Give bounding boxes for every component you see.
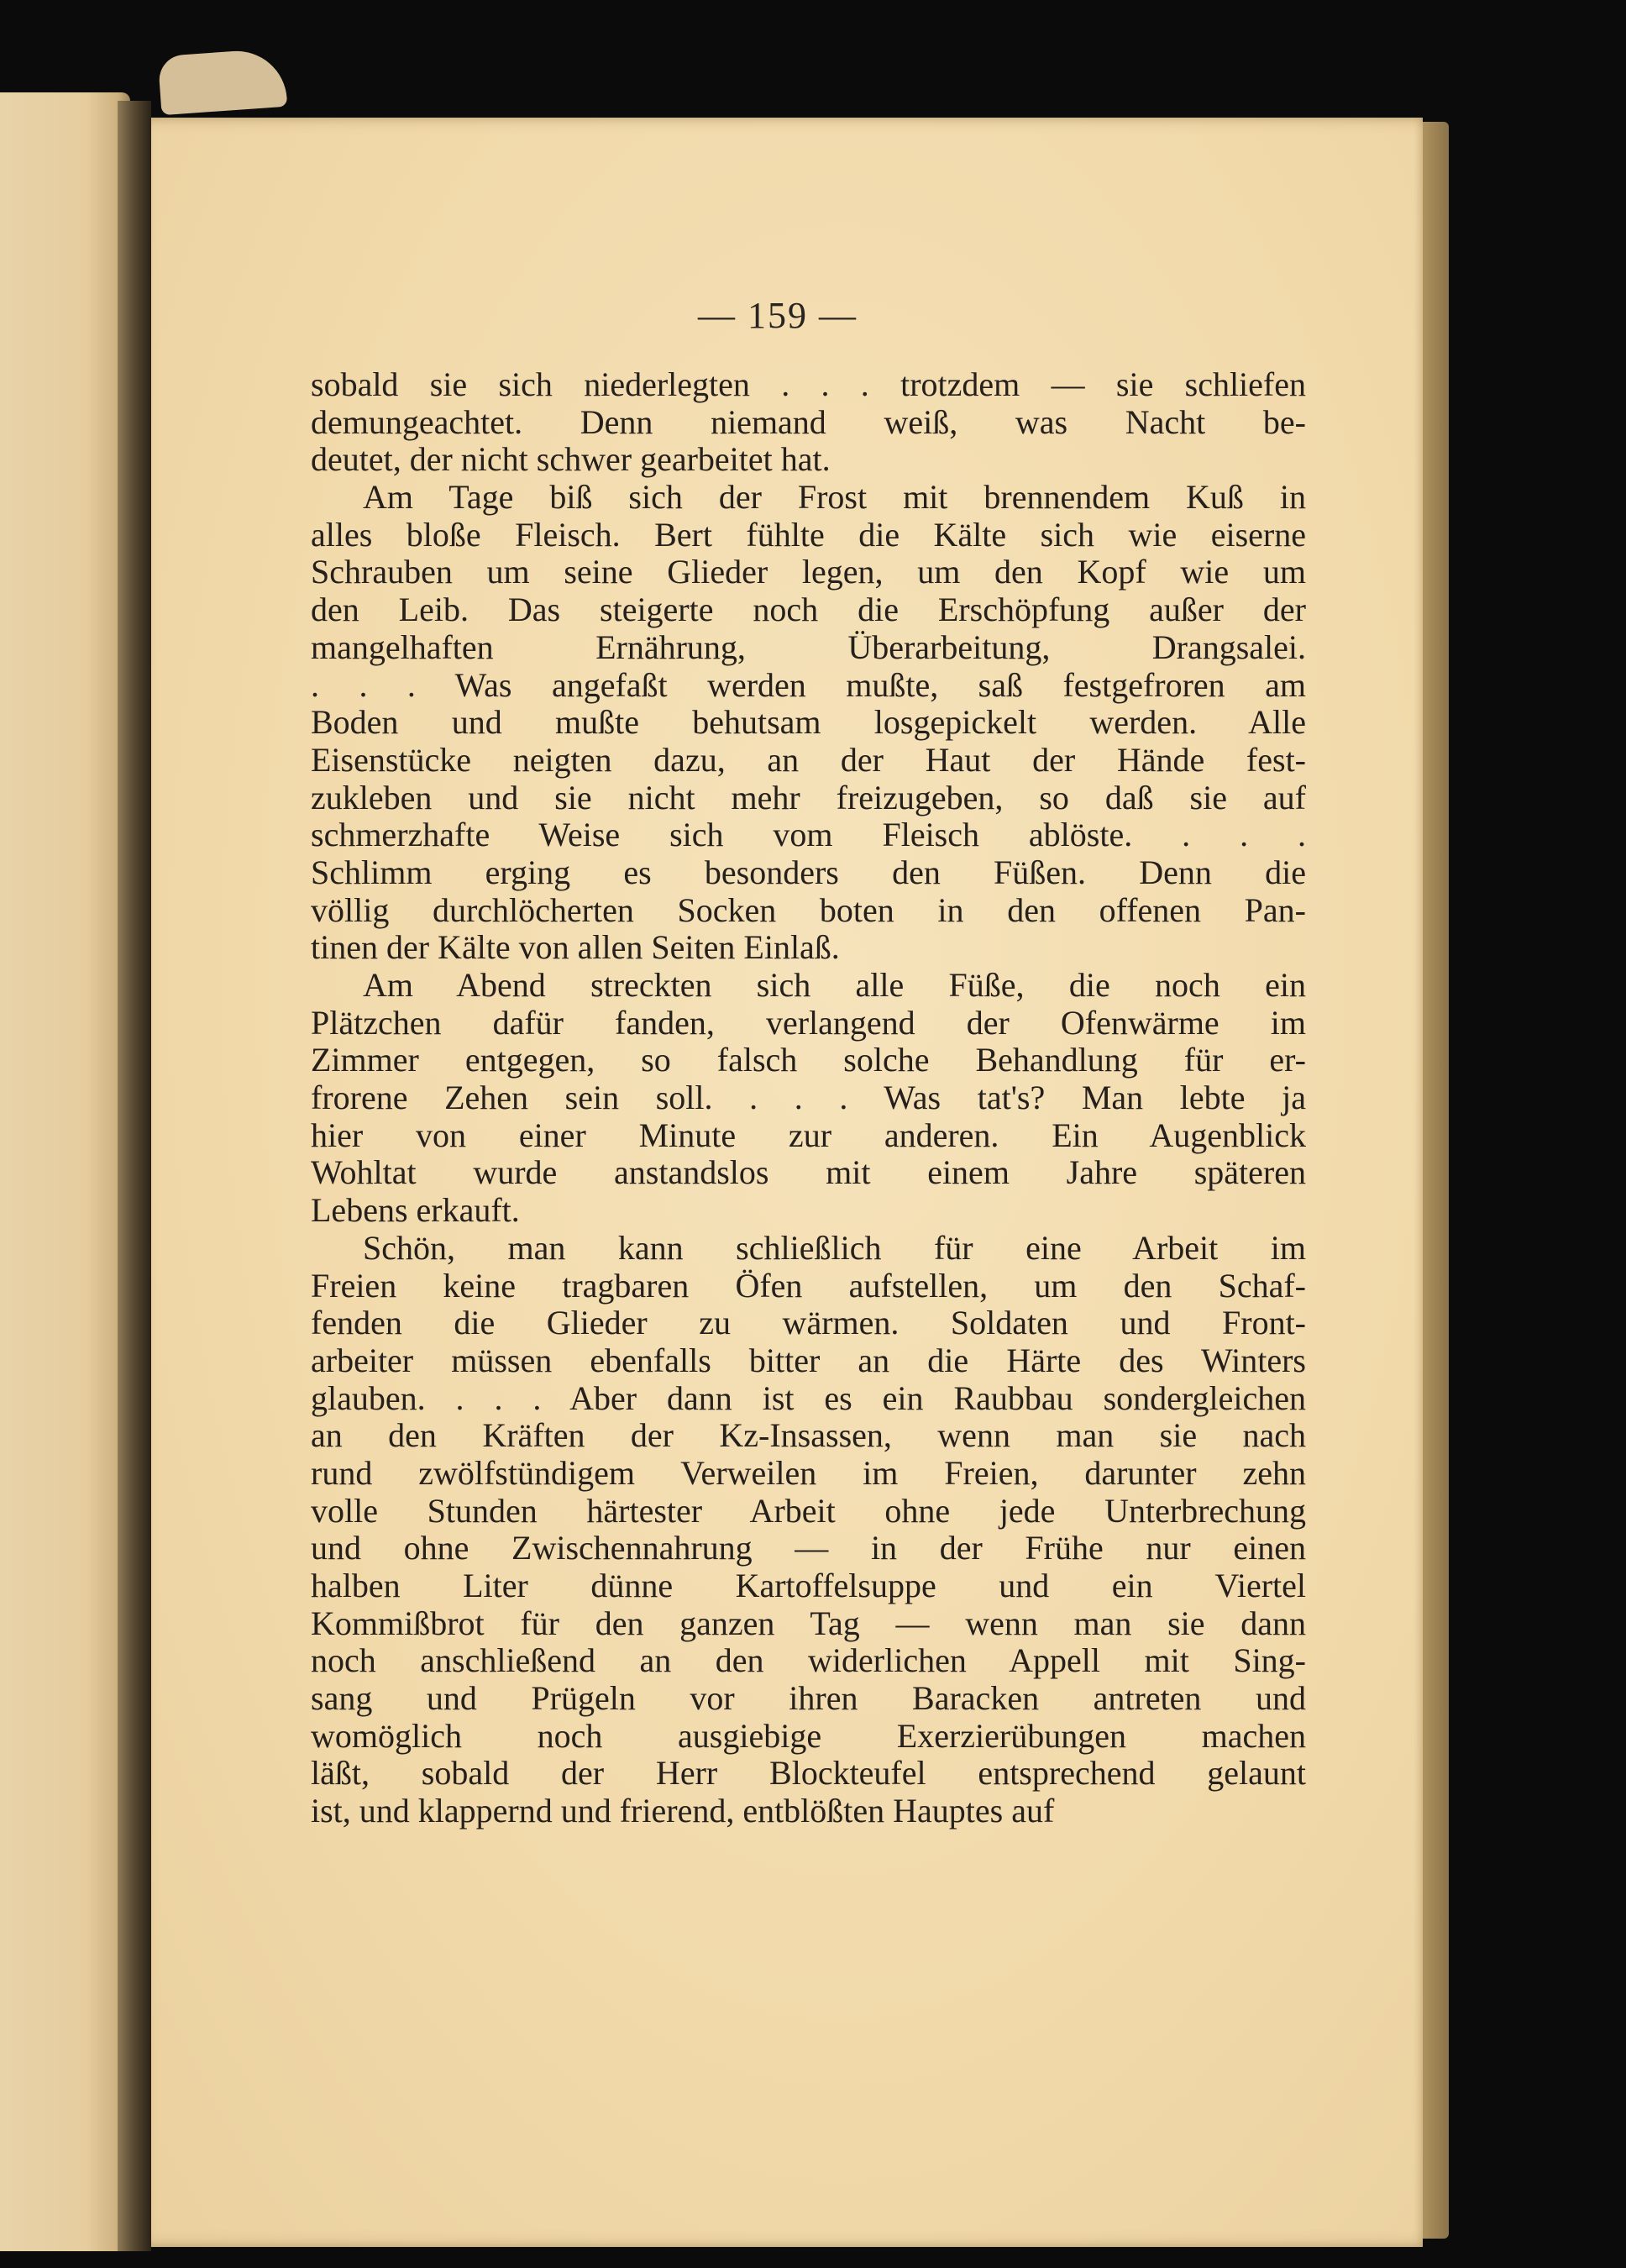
paragraph (311, 967, 1306, 1230)
text-line: Schrauben um seine Glieder legen, um den Kopf wie um (311, 553, 1306, 591)
text-line: Schön, man kann schließlich für eine Arbeit im (363, 1228, 1306, 1267)
text-line: Am Abend streckten sich alle Füße, die noch ein (363, 966, 1306, 1004)
text-line: frorene Zehen sein soll. . . . Was tat's? Man lebte ja (311, 1079, 1306, 1117)
text-line: Boden und mußte behutsam losgepickelt werden. Alle (311, 703, 1306, 742)
paragraph (311, 366, 1306, 479)
text-line: ist, und klappernd und frierend, entblößten Hauptes auf (311, 1792, 1055, 1830)
text-line: Lebens erkauft. (311, 1191, 520, 1230)
text-line: Plätzchen dafür fanden, verlangend der Ofenwärme im (311, 1003, 1306, 1042)
text-line: läßt, sobald der Herr Blockteufel entsprechend gelaunt (311, 1754, 1306, 1793)
text-line: halben Liter dünne Kartoffelsuppe und ein Viertel (311, 1567, 1306, 1604)
text-line: Eisenstücke neigten dazu, an der Haut der Hände fest- (311, 740, 1306, 779)
text-line: glauben. . . . Aber dann ist es ein Raubbau sondergleichen (311, 1378, 1306, 1417)
book-gutter (118, 101, 151, 2251)
text-line: Wohltat wurde anstandslos mit einem Jahre späteren (311, 1153, 1306, 1192)
text-line: Freien keine tragbaren Öfen aufstellen, um den Schaf- (311, 1266, 1306, 1305)
text-line: den Leib. Das steigerte noch die Erschöpfung außer der (311, 591, 1306, 629)
text-line: an den Kräften der Kz-Insassen, wenn man sie nach (311, 1416, 1306, 1455)
text-line: noch anschließend an den widerlichen Appell mit Sing- (311, 1641, 1306, 1680)
text-line: alles bloße Fleisch. Bert fühlte die Kälte sich wie eiserne (311, 515, 1306, 554)
text-line: arbeiter müssen ebenfalls bitter an die Härte des Winters (311, 1341, 1306, 1379)
text-line: Zimmer entgegen, so falsch solche Behandlung für er- (311, 1041, 1306, 1079)
paragraph (311, 1230, 1306, 1830)
page-number: — 159 — (698, 295, 858, 336)
text-line: zukleben und sie nicht mehr freizugeben, so daß sie auf (311, 778, 1306, 816)
text-line: Kommißbrot für den ganzen Tag — wenn man sie dann (311, 1604, 1306, 1642)
text-line: völlig durchlöcherten Socken boten in den offenen Pan- (311, 890, 1306, 929)
text-line: hier von einer Minute zur anderen. Ein Augenblick (311, 1116, 1306, 1154)
text-line: volle Stunden härtester Arbeit ohne jede Unterbrechung (311, 1491, 1306, 1530)
text-line: sobald sie sich niederlegten . . . trotzdem — sie schliefen (311, 365, 1306, 403)
torn-paper-fragment (158, 48, 288, 115)
book-page (133, 118, 1423, 2247)
text-line: tinen der Kälte von allen Seiten Einlaß. (311, 928, 840, 967)
text-line: fenden die Glieder zu wärmen. Soldaten und Front- (311, 1304, 1306, 1342)
text-line: deutet, der nicht schwer gearbeitet hat. (311, 440, 831, 479)
paragraph (311, 479, 1306, 967)
text-line: demungeachtet. Denn niemand weiß, was Nacht be- (311, 402, 1306, 441)
text-line: rund zwölfstündigem Verweilen im Freien, darunter zehn (311, 1453, 1306, 1492)
left-page-edge (0, 92, 130, 2251)
body-text (311, 366, 1306, 1830)
text-line: womöglich noch ausgiebige Exerzierübungen machen (311, 1716, 1306, 1755)
text-line: mangelhaften Ernährung, Überarbeitung, Drangsalei. (311, 627, 1306, 666)
text-line: Am Tage biß sich der Frost mit brennendem Kuß in (363, 478, 1306, 517)
text-line: und ohne Zwischennahrung — in der Frühe nur einen (311, 1529, 1306, 1567)
text-line: Schlimm erging es besonders den Füßen. Denn die (311, 853, 1306, 891)
text-line: schmerzhafte Weise sich vom Fleisch ablöste. . . . (311, 816, 1306, 854)
text-line: sang und Prügeln vor ihren Baracken antreten und (311, 1679, 1306, 1718)
text-line: . . . Was angefaßt werden mußte, saß festgefroren am (311, 665, 1306, 704)
